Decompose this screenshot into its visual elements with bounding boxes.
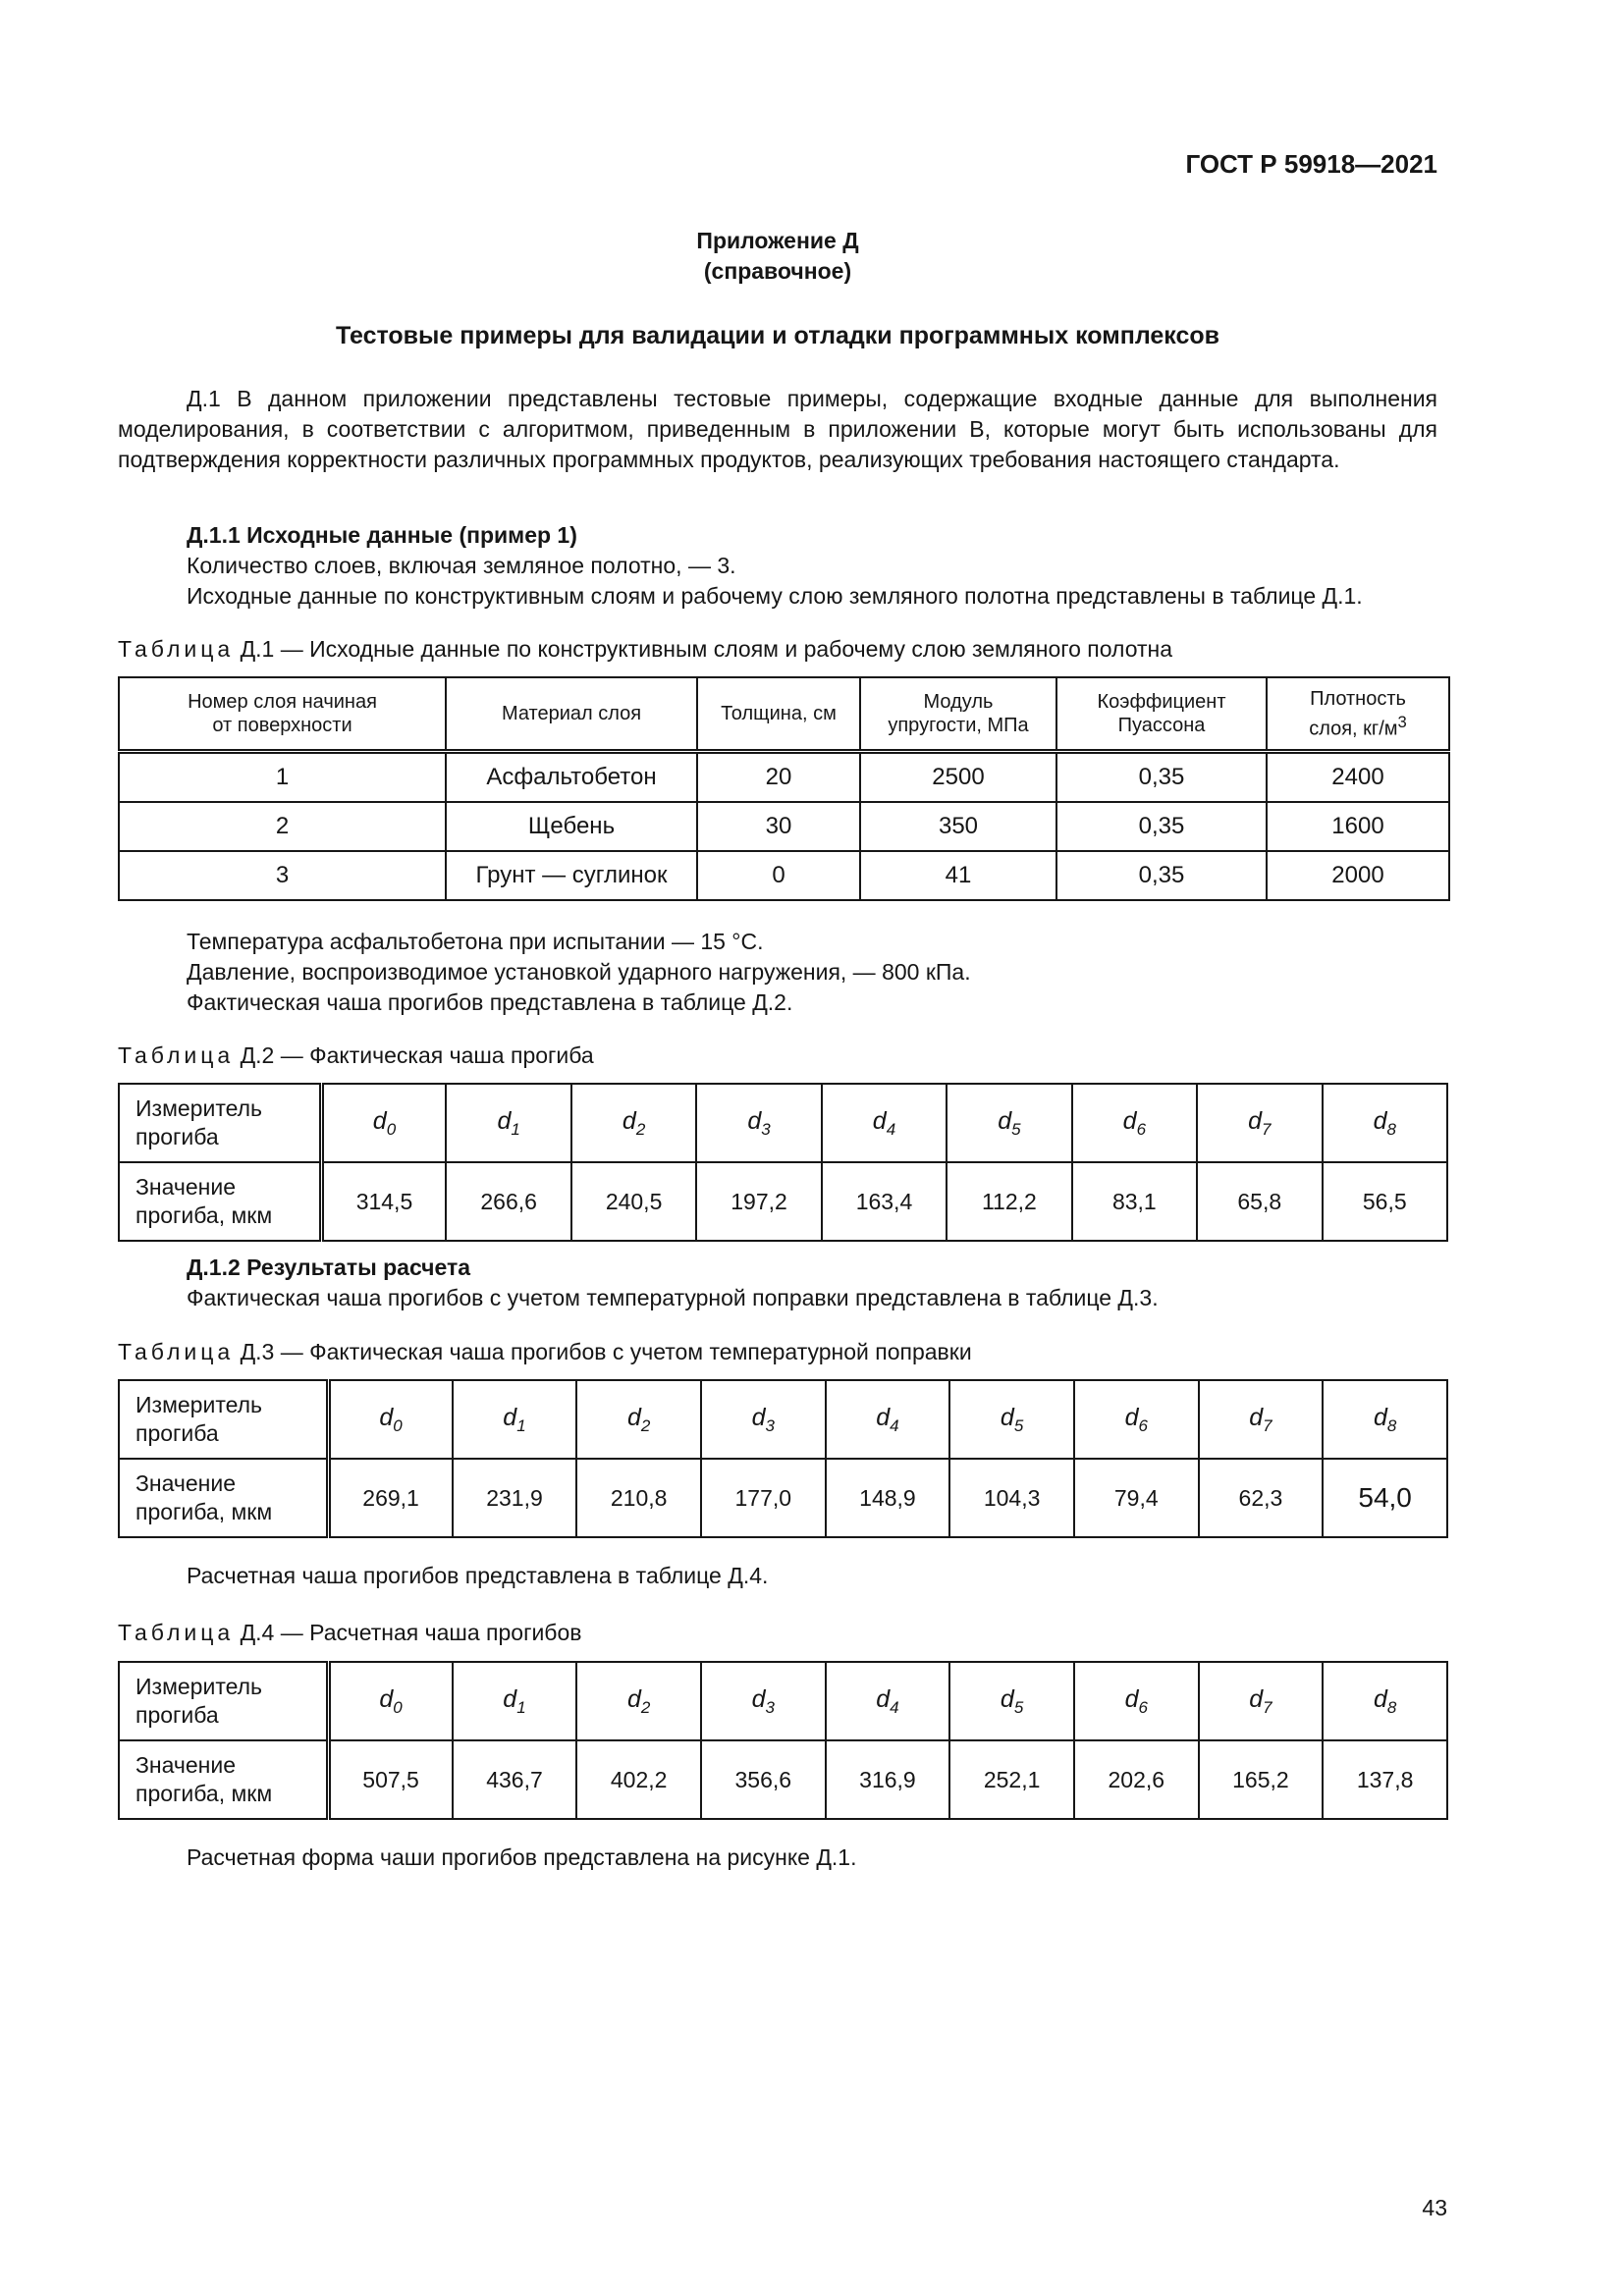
meter-symbol: $d_2$ <box>576 1380 701 1459</box>
meter-symbol: $d_5$ <box>949 1662 1074 1740</box>
row-label-value: Значение прогиба, мкм <box>119 1459 328 1537</box>
cell: 0,35 <box>1056 851 1267 900</box>
caption-text: — Фактическая чаша прогибов с учетом температурной поправки <box>280 1339 972 1364</box>
cell: 350 <box>860 802 1056 851</box>
caption-number: Д.1 <box>240 636 275 662</box>
row-label-meter: Измеритель прогиба <box>119 1084 321 1162</box>
table1-reference-text: Исходные данные по конструктивным слоям и рабочему слою земляного полотна представлены в таблице Д.1. <box>187 583 1363 609</box>
cell: 56,5 <box>1323 1162 1448 1241</box>
table-row <box>119 1740 1447 1819</box>
cell: Асфальтобетон <box>446 752 697 803</box>
cell: 41 <box>860 851 1056 900</box>
cell: 0 <box>697 851 860 900</box>
caption-number: Д.4 <box>240 1620 275 1645</box>
row-label-meter: Измеритель прогиба <box>119 1380 328 1459</box>
table-row <box>119 1084 1447 1162</box>
appendix-title: Приложение Д <box>696 228 859 253</box>
cell: 210,8 <box>576 1459 701 1537</box>
cell: 2400 <box>1267 752 1449 803</box>
page-number: 43 <box>1422 2195 1447 2220</box>
caption-word: Таблица <box>118 1042 235 1068</box>
intro-paragraph: Д.1 В данном приложении представлены тестовые примеры, содержащие входные данные для выполнения моделирования, в соответствии с алгоритмом, приведенным в приложении В, которые могут быть использованы для подтверждения корректности различных программных продуктов, реализующих требования настоящего стандарта. <box>118 386 1437 472</box>
meter-symbol: $d_4$ <box>826 1380 950 1459</box>
cell: 2 <box>119 802 446 851</box>
layers-table <box>118 676 1450 901</box>
meter-symbol: $d_8$ <box>1323 1380 1447 1459</box>
table3-reference-text: Фактическая чаша прогибов с учетом температурной поправки представлена в таблице Д.3. <box>187 1285 1159 1310</box>
caption-word: Таблица <box>118 1339 235 1364</box>
cell: 165,2 <box>1199 1740 1324 1819</box>
header-poisson: Коэффициент Пуассона <box>1056 677 1267 752</box>
meter-symbol: $d_7$ <box>1199 1380 1324 1459</box>
appendix-heading: Тестовые примеры для валидации и отладки программных комплексов <box>335 322 1220 349</box>
header-modulus: Модуль упругости, МПа <box>860 677 1056 752</box>
table-header-row <box>119 677 1449 752</box>
pressure-text: Давление, воспроизводимое установкой ударного нагружения, — 800 кПа. <box>187 959 971 985</box>
table-row <box>119 1459 1447 1537</box>
cell: 62,3 <box>1199 1459 1324 1537</box>
meter-symbol: $d_1$ <box>453 1662 577 1740</box>
table-row <box>119 752 1449 803</box>
caption-word: Таблица <box>118 636 235 662</box>
table-row <box>119 802 1449 851</box>
meter-symbol: $d_0$ <box>328 1662 453 1740</box>
cell: 137,8 <box>1323 1740 1447 1819</box>
table2-caption <box>118 1042 594 1069</box>
meter-symbol: $d_8$ <box>1323 1662 1447 1740</box>
cell: 240,5 <box>571 1162 696 1241</box>
cell: 266,6 <box>446 1162 570 1241</box>
appendix-type: (справочное) <box>703 258 852 284</box>
meter-symbol: $d_5$ <box>949 1380 1074 1459</box>
row-label-value: Значение прогиба, мкм <box>119 1162 321 1241</box>
caption-text: — Расчетная чаша прогибов <box>280 1620 582 1645</box>
meter-symbol: $d_4$ <box>826 1662 950 1740</box>
cell: 163,4 <box>822 1162 947 1241</box>
cell: 436,7 <box>453 1740 577 1819</box>
cell: 231,9 <box>453 1459 577 1537</box>
cell: 54,0 <box>1323 1459 1447 1537</box>
meter-symbol: $d_1$ <box>446 1084 570 1162</box>
meter-symbol: $d_0$ <box>321 1084 446 1162</box>
meter-symbol: $d_6$ <box>1074 1662 1199 1740</box>
caption-text: — Исходные данные по конструктивным слоям и рабочему слою земляного полотна <box>280 636 1173 662</box>
table1-caption <box>118 636 1172 663</box>
cell: Щебень <box>446 802 697 851</box>
meter-symbol: $d_4$ <box>822 1084 947 1162</box>
meter-symbol: $d_2$ <box>576 1662 701 1740</box>
cell: 507,5 <box>328 1740 453 1819</box>
meter-symbol: $d_7$ <box>1199 1662 1324 1740</box>
cell: 252,1 <box>949 1740 1074 1819</box>
table4-reference-text: Расчетная чаша прогибов представлена в таблице Д.4. <box>187 1563 769 1588</box>
cell: 402,2 <box>576 1740 701 1819</box>
document-code: ГОСТ Р 59918—2021 <box>1185 149 1437 179</box>
meter-symbol: $d_2$ <box>571 1084 696 1162</box>
meter-symbol: $d_5$ <box>947 1084 1071 1162</box>
cell: 3 <box>119 851 446 900</box>
cell: 314,5 <box>321 1162 446 1241</box>
section-heading-results: Д.1.2 Результаты расчета <box>187 1255 471 1280</box>
cell: 0,35 <box>1056 752 1267 803</box>
cell: 0,35 <box>1056 802 1267 851</box>
layer-count-text: Количество слоев, включая земляное полотно, — 3. <box>187 553 736 578</box>
table3-caption <box>118 1339 972 1365</box>
cell: 83,1 <box>1072 1162 1197 1241</box>
table2-reference-text: Фактическая чаша прогибов представлена в таблице Д.2. <box>187 989 793 1015</box>
cell: 112,2 <box>947 1162 1071 1241</box>
meter-symbol: $d_0$ <box>328 1380 453 1459</box>
corrected-deflection-table <box>118 1379 1448 1538</box>
meter-symbol: $d_6$ <box>1072 1084 1197 1162</box>
cell: 177,0 <box>701 1459 826 1537</box>
caption-word: Таблица <box>118 1620 235 1645</box>
cell: 356,6 <box>701 1740 826 1819</box>
cell: 269,1 <box>328 1459 453 1537</box>
cell: 148,9 <box>826 1459 950 1537</box>
cell: 1600 <box>1267 802 1449 851</box>
table-row <box>119 851 1449 900</box>
header-material: Материал слоя <box>446 677 697 752</box>
row-label-value: Значение прогиба, мкм <box>119 1740 328 1819</box>
cell: 65,8 <box>1197 1162 1322 1241</box>
cell: 20 <box>697 752 860 803</box>
cell: 2000 <box>1267 851 1449 900</box>
header-density: Плотность слоя, $кг/м^3$ <box>1267 677 1449 752</box>
cell: 1 <box>119 752 446 803</box>
meter-symbol: $d_6$ <box>1074 1380 1199 1459</box>
table-row <box>119 1662 1447 1740</box>
temperature-text: Температура асфальтобетона при испытании — 15 °С. <box>187 929 764 954</box>
cell: 316,9 <box>826 1740 950 1819</box>
cell: 197,2 <box>696 1162 821 1241</box>
meter-symbol: $d_3$ <box>701 1380 826 1459</box>
table4-caption <box>118 1620 581 1646</box>
cell: 2500 <box>860 752 1056 803</box>
cell: 104,3 <box>949 1459 1074 1537</box>
table-row <box>119 1162 1447 1241</box>
caption-number: Д.3 <box>240 1339 275 1364</box>
meter-symbol: $d_3$ <box>701 1662 826 1740</box>
meter-symbol: $d_7$ <box>1197 1084 1322 1162</box>
row-label-meter: Измеритель прогиба <box>119 1662 328 1740</box>
calculated-deflection-table <box>118 1661 1448 1820</box>
figure-reference-text: Расчетная форма чаши прогибов представлена на рисунке Д.1. <box>187 1844 857 1870</box>
meter-symbol: $d_3$ <box>696 1084 821 1162</box>
cell: 202,6 <box>1074 1740 1199 1819</box>
caption-number: Д.2 <box>240 1042 275 1068</box>
meter-symbol: $d_8$ <box>1323 1084 1448 1162</box>
cell: Грунт — суглинок <box>446 851 697 900</box>
caption-text: — Фактическая чаша прогиба <box>280 1042 594 1068</box>
meter-symbol: $d_1$ <box>453 1380 577 1459</box>
header-layer-number: Номер слоя начиная от поверхности <box>119 677 446 752</box>
table-row <box>119 1380 1447 1459</box>
cell: 30 <box>697 802 860 851</box>
header-thickness: Толщина, см <box>697 677 860 752</box>
section-heading-source-data: Д.1.1 Исходные данные (пример 1) <box>187 522 577 548</box>
actual-deflection-table <box>118 1083 1448 1242</box>
cell: 79,4 <box>1074 1459 1199 1537</box>
